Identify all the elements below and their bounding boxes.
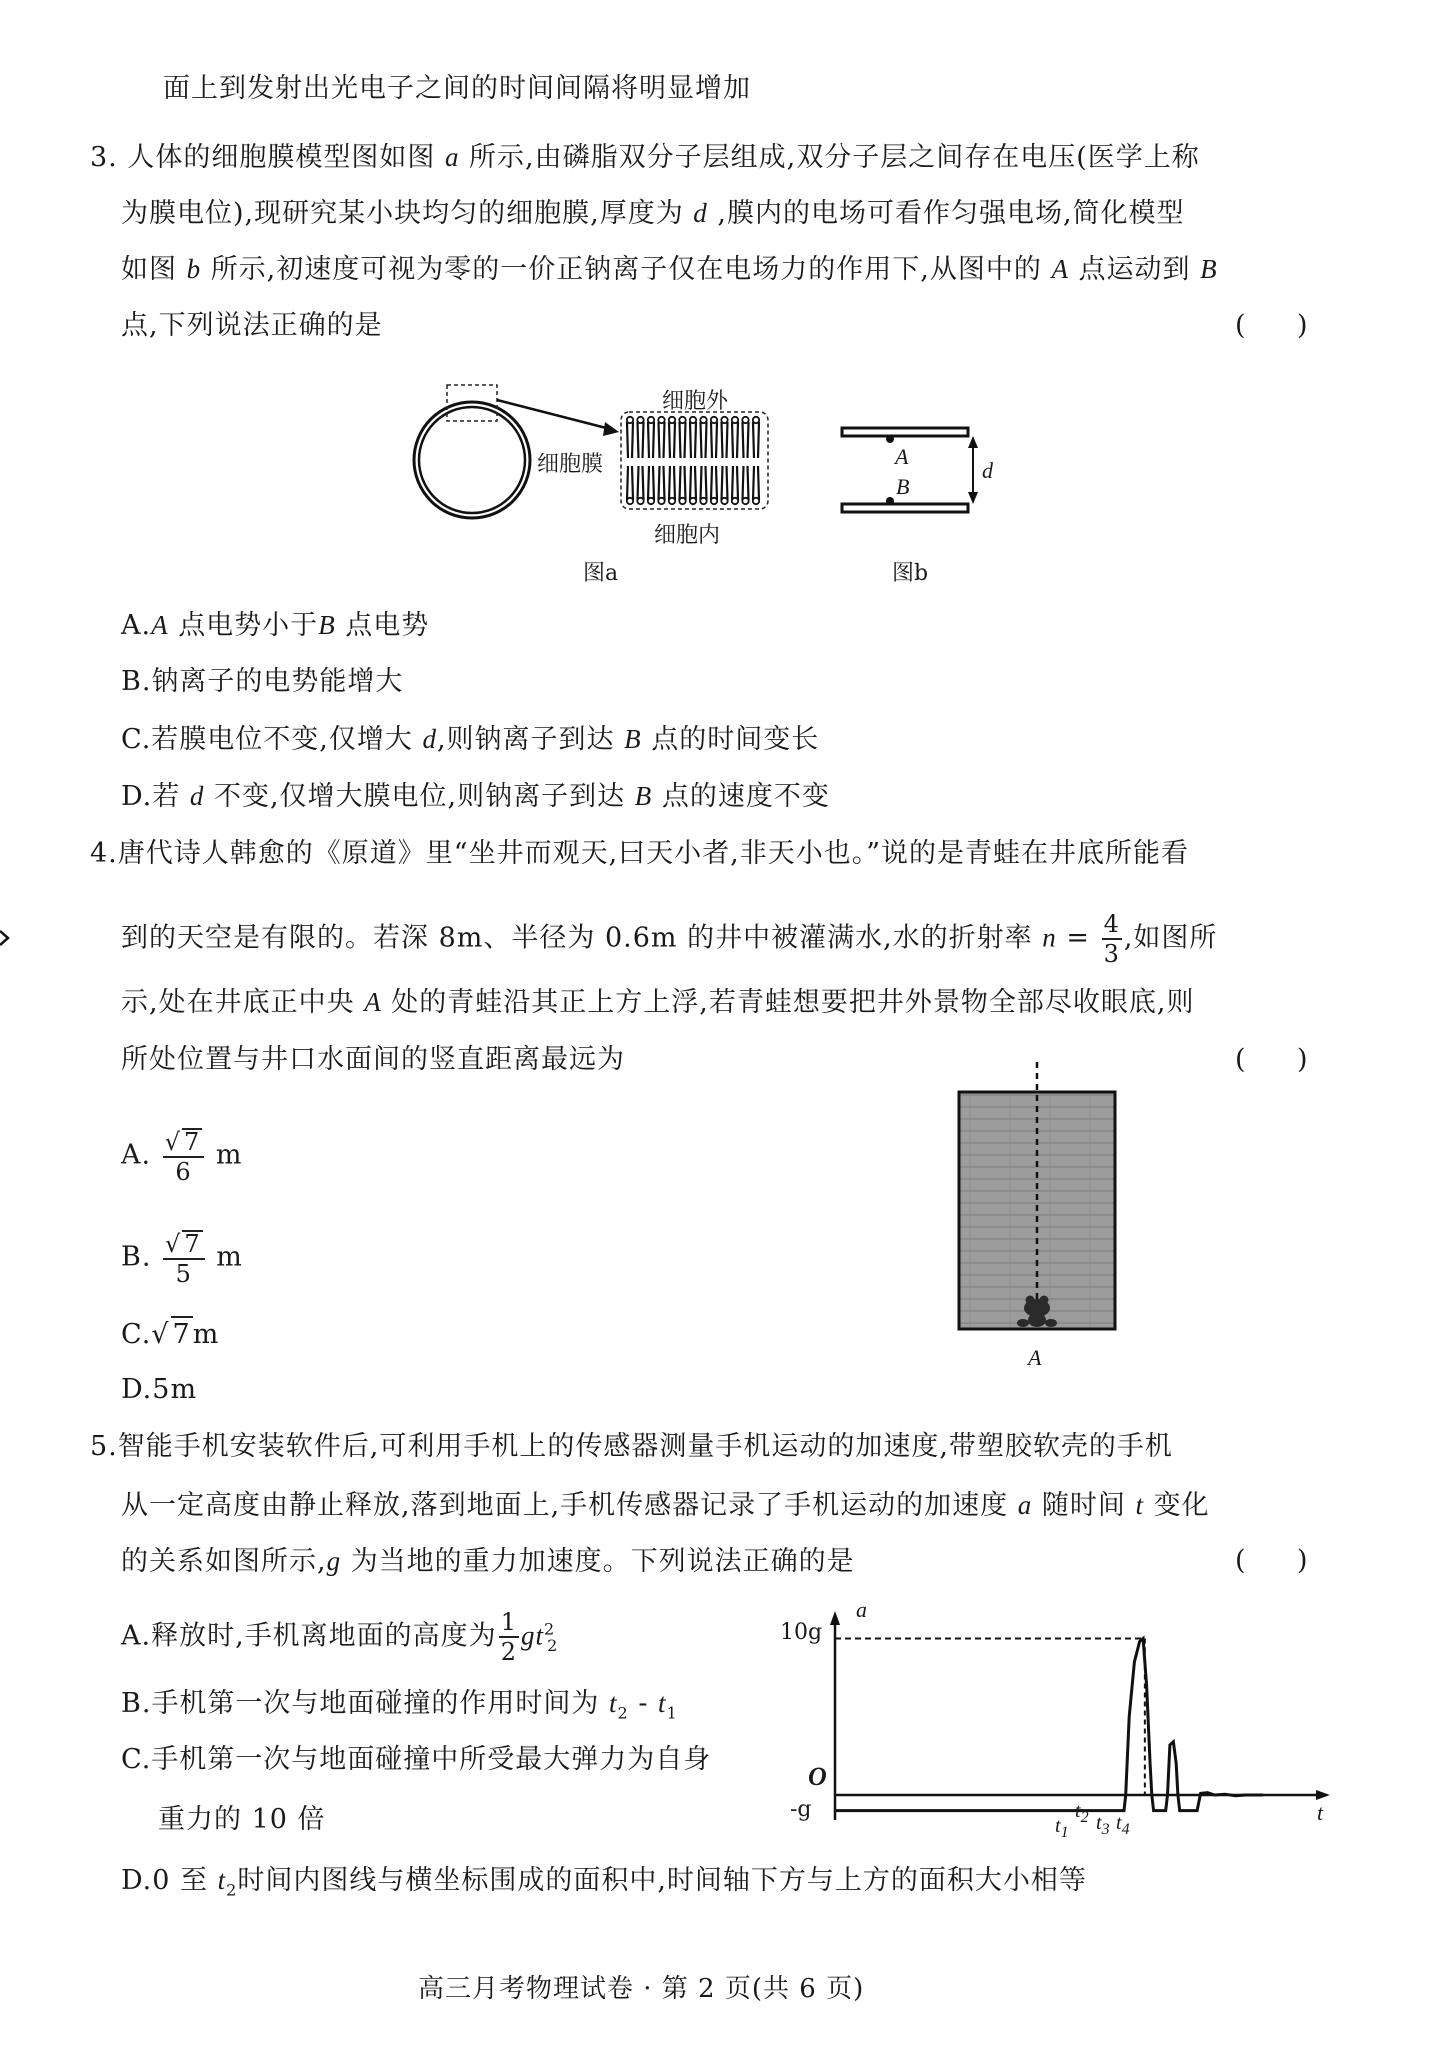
q4-option-d[interactable] <box>121 1373 197 1407</box>
fraction-4-3 <box>1102 912 1122 966</box>
radicand: 7 <box>171 1316 193 1352</box>
lipid-head <box>658 417 664 423</box>
acceleration-time-chart <box>760 1605 1335 1835</box>
option-text: 点的速度不变 <box>661 781 830 812</box>
var-b: b <box>186 254 202 284</box>
continuation-text: 面上到发射出光电子之间的时间间隔将明显增加 <box>163 73 751 104</box>
q5-line-1 <box>90 1430 1173 1464</box>
option-text: 手机第一次与地面碰撞中所受最大弹力为自身 <box>151 1744 712 1775</box>
option-text: 5m <box>152 1374 198 1405</box>
lipid-tail <box>669 422 675 458</box>
y-tick-minus-g: -g <box>790 1797 812 1822</box>
numerator: √ 7 <box>163 1128 205 1158</box>
lipid-tail <box>753 466 759 500</box>
denominator: 3 <box>1103 940 1120 968</box>
q4-line-2 <box>121 912 1217 966</box>
var-d: d <box>422 724 437 754</box>
option-letter: C. <box>121 724 152 755</box>
lipid-head <box>648 498 654 504</box>
lipid-tail <box>680 466 686 500</box>
acceleration-curve <box>835 1639 1263 1811</box>
radicand: 7 <box>183 1128 201 1156</box>
q3-option-b[interactable] <box>121 665 403 699</box>
lipid-tail <box>638 466 644 500</box>
lipid-tail <box>701 422 707 458</box>
numerator: 1 <box>500 1608 517 1636</box>
q5-text: 从一定高度由静止释放,落到地面上,手机传感器记录了手机运动的加速度 <box>121 1490 1009 1521</box>
q3-option-d[interactable] <box>121 779 830 814</box>
lipid-tail <box>690 422 696 458</box>
lipid-head <box>721 417 727 423</box>
lipid-head <box>732 498 738 504</box>
option-text: 时间内图线与横坐标围成的面积中,时间轴下方与上方的面积大小相等 <box>237 1865 1087 1896</box>
lipid-tail <box>722 422 728 458</box>
lipid-head <box>732 417 738 423</box>
q5-line-3 <box>121 1544 855 1579</box>
cell-inner-ring <box>419 407 525 513</box>
lipid-tail <box>722 466 728 500</box>
magnify-arrow <box>497 400 614 430</box>
x-axis-label: t <box>1317 1800 1324 1825</box>
lipid-head <box>669 498 675 504</box>
label-distance-d: d <box>982 458 993 483</box>
figure-b-caption: 图b <box>892 561 929 586</box>
lipid-head <box>711 417 717 423</box>
q3-text: ,膜内的电场可看作匀强电场,简化模型 <box>717 198 1185 229</box>
q5-text: 变化 <box>1153 1490 1210 1521</box>
option-letter: D. <box>121 781 153 812</box>
q4-text: 处的青蛙沿其正上方上浮,若青蛙想要把井外景物全部尽收眼底,则 <box>391 987 1195 1018</box>
option-letter: C. <box>121 1744 152 1775</box>
y-axis-arrow <box>830 1611 840 1625</box>
lipid-head <box>690 498 696 504</box>
label-intracellular: 细胞内 <box>654 523 721 548</box>
lipid-head <box>753 498 759 504</box>
q4-option-c[interactable] <box>121 1316 219 1352</box>
var-B: B <box>634 781 653 811</box>
option-text: 释放时,手机离地面的高度为 <box>151 1620 497 1652</box>
q4-option-a[interactable] <box>121 1128 242 1184</box>
option-letter: D. <box>121 1865 153 1896</box>
lipid-tail <box>680 422 686 458</box>
arrow-down-head <box>968 492 978 504</box>
x-tick-t2: $t_2$ <box>1075 1800 1089 1826</box>
lipid-tail <box>627 466 633 500</box>
lipid-tail <box>659 466 665 500</box>
bottom-plate <box>842 504 968 512</box>
var-A: A <box>151 610 169 640</box>
q3-text: 点运动到 <box>1078 254 1191 285</box>
lipid-head <box>721 498 727 504</box>
lipid-tail <box>669 466 675 500</box>
option-text: 不变,仅增大膜电位,则钠离子到达 <box>213 781 626 812</box>
q5-option-c-cont: 重力的 10 倍 <box>158 1804 326 1835</box>
q4-text: 唐代诗人韩愈的《原道》里“坐井而观天,曰天小者,非天小也。”说的是青蛙在井底所能看 <box>117 838 1190 869</box>
var-B: B <box>624 724 642 754</box>
var-g: g <box>326 1546 342 1576</box>
q3-option-a[interactable] <box>121 608 429 643</box>
numerator: √ 7 <box>163 1230 205 1260</box>
unit: m <box>215 1139 243 1171</box>
subscript: 2 <box>617 1703 629 1723</box>
option-text: 点电势 <box>345 610 430 641</box>
lipid-tail <box>732 422 738 458</box>
denominator: 2 <box>500 1638 517 1666</box>
var-t: t <box>658 1688 667 1718</box>
lipid-bilayer <box>627 417 759 504</box>
var-t: t <box>535 1620 544 1651</box>
unit: m <box>216 1241 243 1273</box>
q4-line-1 <box>90 837 1189 871</box>
q3-option-c[interactable] <box>121 722 819 757</box>
lipid-head <box>700 417 706 423</box>
q4-option-b[interactable] <box>121 1230 243 1286</box>
option-text: 手机第一次与地面碰撞的作用时间为 <box>151 1688 600 1719</box>
denominator: 5 <box>175 1260 192 1288</box>
lipid-tail <box>753 422 759 458</box>
question-number: 5. <box>90 1431 118 1462</box>
option-text: ,则钠离子到达 <box>436 724 615 755</box>
option-text: 钠离子的电势能增大 <box>151 666 404 697</box>
var-d: d <box>693 198 708 228</box>
lipid-head <box>637 417 643 423</box>
answer-blank[interactable]: ( ) <box>1235 1044 1308 1075</box>
lipid-tail <box>648 422 654 458</box>
var-n: n <box>1042 922 1057 953</box>
point-a-dot <box>886 435 894 443</box>
var-t: t <box>217 1865 227 1895</box>
label-point-a: A <box>895 444 909 469</box>
lipid-tail <box>743 466 749 500</box>
q3-text: 所示,初速度可视为零的一价正钠离子仅在电场力的作用下,从图中的 <box>210 254 1042 285</box>
q3-text: 为膜电位),现研究某小块均匀的细胞膜,厚度为 <box>121 198 684 229</box>
lipid-head <box>700 498 706 504</box>
q3-line-2 <box>121 196 1185 231</box>
fraction-one-half <box>499 1610 519 1664</box>
lipid-tail <box>690 466 696 500</box>
lipid-head <box>711 498 717 504</box>
var-d: d <box>189 781 205 811</box>
lipid-tail <box>638 422 644 458</box>
origin-label: O <box>808 1762 827 1791</box>
q5-option-c[interactable] <box>121 1743 711 1777</box>
q5-option-b[interactable] <box>121 1686 678 1730</box>
top-plate <box>842 428 968 436</box>
lipid-head <box>627 417 633 423</box>
label-extracellular: 细胞外 <box>662 389 729 414</box>
lipid-head <box>690 417 696 423</box>
var-a: a <box>1017 1490 1033 1520</box>
denominator: 6 <box>175 1158 192 1186</box>
x-tick-t4: $t_4$ <box>1116 1812 1130 1838</box>
lipid-tail <box>711 466 717 500</box>
q5-text: 智能手机安装软件后,可利用手机上的传感器测量手机运动的加速度,带塑胶软壳的手机 <box>117 1431 1173 1462</box>
binding-margin-mark <box>0 930 10 946</box>
option-letter: C. <box>121 1319 152 1350</box>
q5-line-2 <box>121 1488 1210 1523</box>
x-tick-t3: $t_3$ <box>1096 1812 1110 1838</box>
cell-outer-ring <box>414 402 530 518</box>
lipid-tail <box>743 422 749 458</box>
q3-line-1 <box>90 140 1200 175</box>
lipid-tail <box>659 422 665 458</box>
lipid-tail <box>648 466 654 500</box>
q3-line-3 <box>121 252 1218 287</box>
fraction-sqrt7-over-6 <box>163 1128 205 1184</box>
q5-text: 的关系如图所示, <box>121 1546 327 1577</box>
var-t: t <box>1135 1490 1144 1520</box>
label-membrane: 细胞膜 <box>537 452 604 477</box>
numerator: 4 <box>1103 910 1120 938</box>
lipid-head <box>669 417 675 423</box>
var-A: A <box>364 987 382 1017</box>
x-axis-arrow <box>1316 1790 1330 1800</box>
var-A: A <box>1051 254 1069 284</box>
answer-blank[interactable]: ( ) <box>1235 1545 1308 1576</box>
question-number: 3. <box>90 142 118 173</box>
option-letter: A. <box>121 610 152 641</box>
option-text: 若 <box>152 781 181 812</box>
q3-text: 所示,由磷脂双分子层组成,双分子层之间存在电压(医学上称 <box>469 142 1200 173</box>
q3-text: 如图 <box>121 254 177 285</box>
lipid-head <box>648 417 654 423</box>
subscript: 2 <box>547 1635 559 1655</box>
lipid-tail <box>627 422 633 458</box>
lipid-head <box>658 498 664 504</box>
fraction-sqrt7-over-5 <box>163 1230 205 1286</box>
lipid-head <box>637 498 643 504</box>
q3-text: 人体的细胞膜模型图如图 <box>127 142 436 173</box>
q4-line-3 <box>121 985 1194 1020</box>
q5-option-d[interactable] <box>121 1863 1087 1907</box>
lipid-tail <box>711 422 717 458</box>
subscript: 2 <box>226 1880 238 1900</box>
answer-blank[interactable]: ( ) <box>1235 310 1308 341</box>
option-letter: B. <box>121 1241 152 1273</box>
figure-a-caption: 图a <box>583 561 619 586</box>
minus-sign: - <box>638 1688 649 1719</box>
lipid-head <box>742 417 748 423</box>
radicand: 7 <box>184 1230 201 1258</box>
label-point-b: B <box>896 474 910 499</box>
option-text: 点电势小于 <box>178 610 319 641</box>
page-footer: 高三月考物理试卷 · 第 2 页(共 6 页) <box>418 1974 865 2004</box>
lipid-tail <box>701 466 707 500</box>
option-letter: B. <box>121 1688 152 1719</box>
x-tick-t1: $t_1$ <box>1055 1815 1069 1841</box>
var-B: B <box>1200 254 1218 284</box>
lipid-head <box>753 417 759 423</box>
q5-text: 随时间 <box>1041 1490 1126 1521</box>
point-b-dot <box>886 497 894 505</box>
option-letter: D. <box>121 1374 153 1405</box>
var-g: g <box>520 1620 536 1651</box>
subscript: 1 <box>666 1703 678 1723</box>
sqrt-symbol: √ <box>151 1319 170 1350</box>
q4-text: ,如图所 <box>1123 922 1218 954</box>
y-axis-label: a <box>856 1597 867 1622</box>
var-B: B <box>318 610 336 640</box>
q5-text: 为当地的重力加速度。下列说法正确的是 <box>350 1546 855 1577</box>
option-letter: A. <box>121 1620 152 1652</box>
option-text: 点的时间变长 <box>651 724 820 755</box>
y-tick-10g: 10g <box>780 1620 823 1645</box>
question-number: 4. <box>90 838 118 869</box>
lipid-head <box>679 417 685 423</box>
q4-line-4: 所处位置与井口水面间的竖直距离最远为 <box>121 1044 625 1075</box>
q4-text: 到的天空是有限的。若深 8m、半径为 0.6m 的井中被灌满水,水的折射率 <box>121 922 1033 954</box>
superscript: 2 <box>543 1619 556 1639</box>
lipid-tail <box>732 466 738 500</box>
equals-sign: = <box>1066 922 1090 954</box>
lipid-head <box>627 498 633 504</box>
option-text: 若膜电位不变,仅增大 <box>151 724 413 755</box>
q5-option-a[interactable] <box>121 1610 558 1664</box>
option-letter: A. <box>121 1139 152 1171</box>
arrow-up-head <box>968 436 978 448</box>
lipid-head <box>679 498 685 504</box>
well-figure <box>950 1060 1130 1340</box>
lipid-head <box>742 498 748 504</box>
option-letter: B. <box>121 666 152 697</box>
label-point-a: A <box>1028 1345 1042 1370</box>
arrow-head <box>603 422 619 436</box>
q4-text: 示,处在井底正中央 <box>121 987 355 1018</box>
var-t: t <box>609 1688 618 1718</box>
unit: m <box>192 1319 220 1350</box>
option-text: 0 至 <box>152 1865 209 1896</box>
q3-line-4: 点,下列说法正确的是 <box>121 310 383 341</box>
var-a: a <box>444 142 460 172</box>
